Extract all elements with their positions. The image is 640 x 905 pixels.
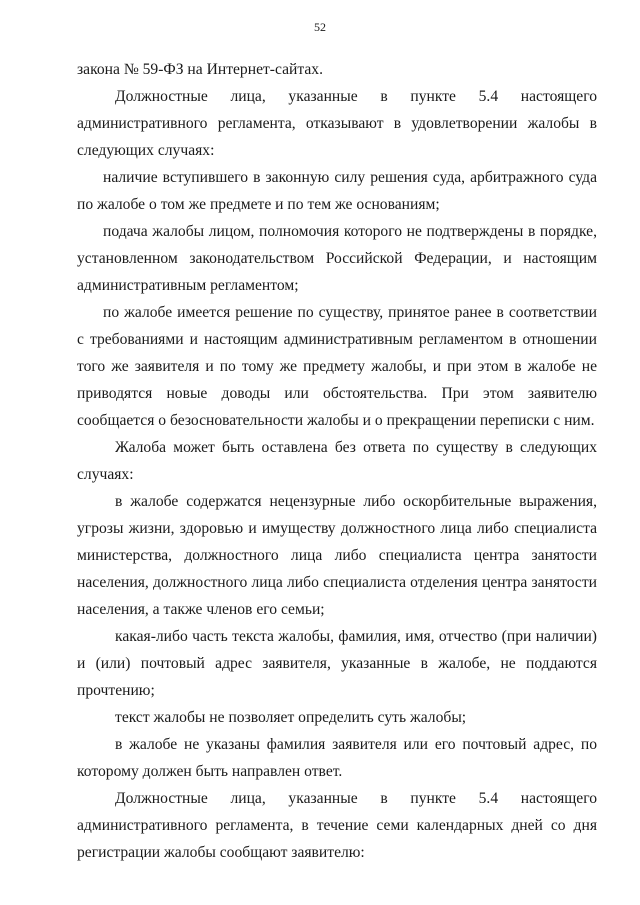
paragraph-offensive-content: в жалобе содержатся нецензурные либо оскорбительные выражения, угрозы жизни, здоровью и имуществу должностного лица либо специалиста министерства, должностного лица либо специалиста центра занятости населения, должностного лица либо специалиста отделения центра занятости населения, а также членов его семьи; (77, 493, 597, 618)
paragraph-authority-unconfirmed: подача жалобы лицом, полномочия которого не подтверждены в порядке, установленном законодательством Российской Федерации, и настоящим административным регламентом; (77, 223, 597, 294)
paragraph-refusal-intro: Должностные лица, указанные в пункте 5.4 настоящего административного регламента, отказывают в удовлетворении жалобы в следующих случаях: (77, 88, 597, 159)
paragraph-essence-unclear: текст жалобы не позволяет определить суть жалобы; (115, 709, 467, 726)
paragraph-existing-decision: по жалобе имеется решение по существу, принятое ранее в соответствии с требованиями и настоящим административным регламентом в отношении того же заявителя и по тому же предмету жалобы, и при этом в жалобе не приводятся новые доводы или обстоятельства. При этом заявителю сообщается о безосновательности жалобы и о прекращении переписки с ним. (77, 304, 597, 429)
document-body (77, 56, 597, 866)
paragraph-unreadable: какая-либо часть текста жалобы, фамилия, имя, отчество (при наличии) и (или) почтовый адрес заявителя, указанные в жалобе, не поддаются прочтению; (77, 628, 597, 699)
paragraph-no-answer-intro: Жалоба может быть оставлена без ответа по существу в следующих случаях: (77, 439, 597, 483)
paragraph-court-decision: наличие вступившего в законную силу решения суда, арбитражного суда по жалобе о том же предмете и по тем же основаниям; (77, 169, 597, 213)
paragraph-no-address: в жалобе не указаны фамилия заявителя или его почтовый адрес, по которому должен быть направлен ответ. (77, 736, 597, 780)
paragraph-law-reference: закона № 59-ФЗ на Интернет-сайтах. (77, 61, 323, 78)
page-number: 52 (314, 20, 326, 34)
paragraph-notification-intro: Должностные лица, указанные в пункте 5.4 настоящего административного регламента, в течение семи календарных дней со дня регистрации жалобы сообщают заявителю: (77, 790, 597, 861)
